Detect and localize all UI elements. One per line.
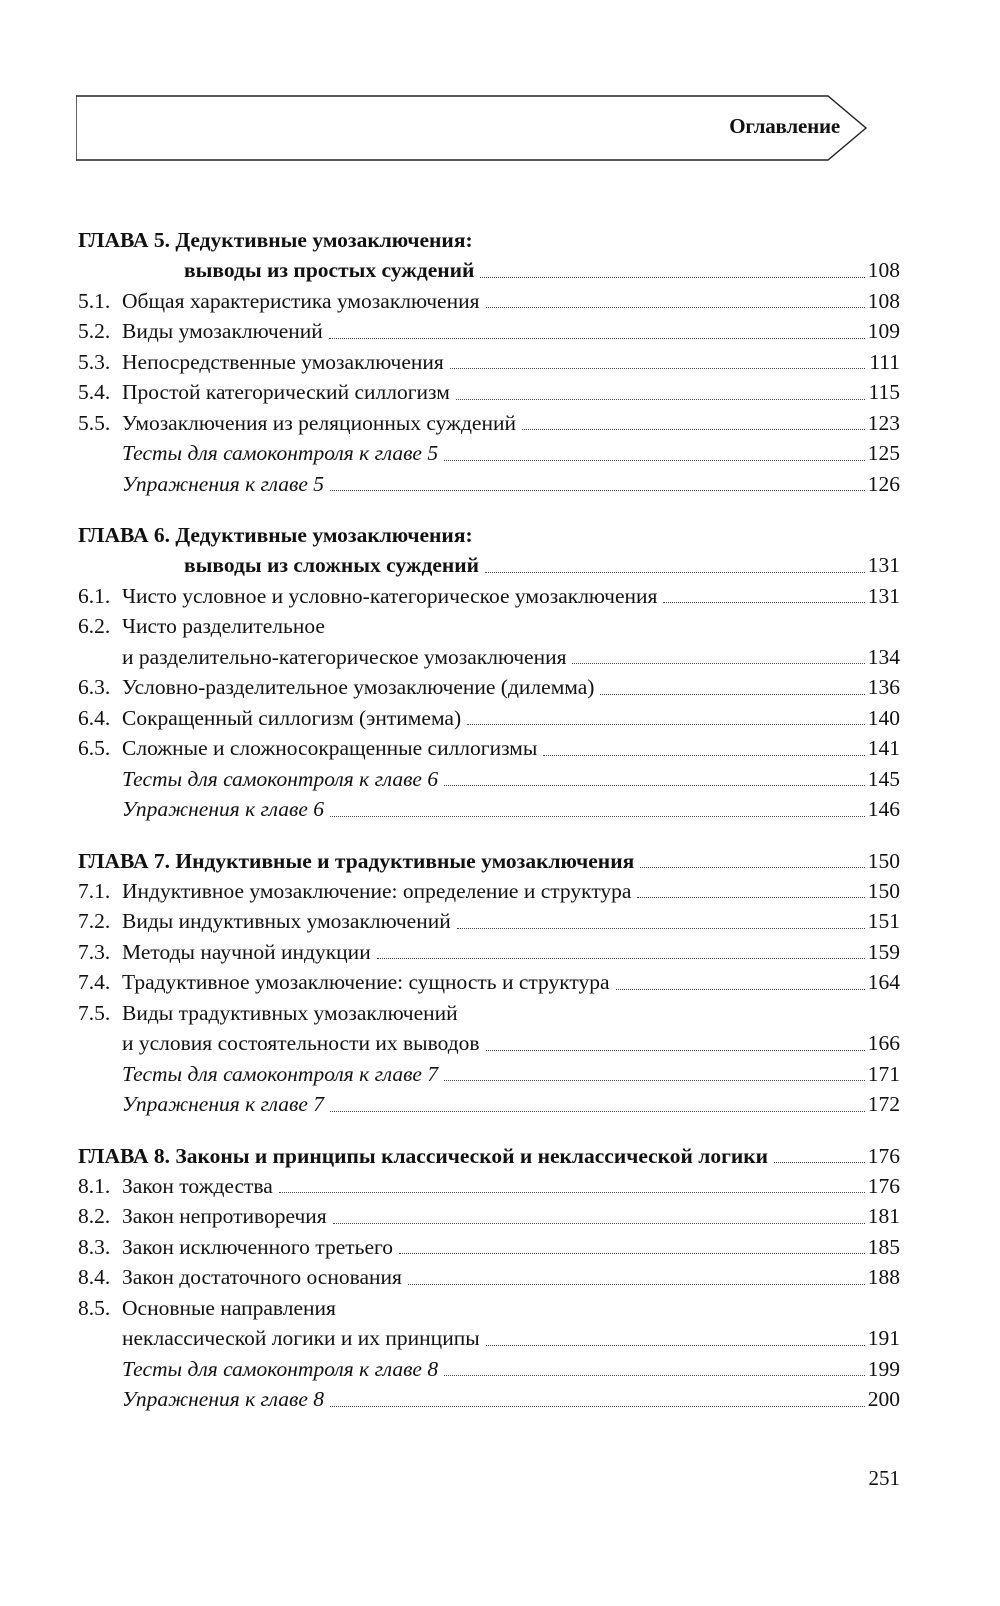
section-title-line1: Основные направления (122, 1295, 336, 1320)
chapter-heading (78, 847, 900, 876)
chapter-heading (78, 226, 900, 255)
page-ref: 125 (867, 441, 900, 465)
toc-entry (78, 937, 900, 968)
section-number: 7.1. (78, 878, 111, 903)
page-ref: 188 (867, 1265, 900, 1289)
section-number: 8.5. (78, 1295, 111, 1320)
section-title: Закон тождества (122, 1173, 273, 1198)
leader-dots (329, 337, 865, 339)
section-number: 6.2. (78, 614, 111, 638)
section-title: неклассической логики и их принципы (122, 1326, 480, 1350)
leader-dots (444, 1374, 865, 1376)
chapter-title: ГЛАВА 5. Дедуктивные умозаключения: (78, 228, 473, 252)
toc-entry (78, 967, 900, 998)
exercises-title: Упражнения к главе 8 (122, 1387, 325, 1411)
chapter-5 (78, 226, 900, 499)
toc-entry-tests (78, 438, 900, 469)
header-title: Оглавление (729, 114, 840, 138)
toc-entry-exercises (78, 1384, 900, 1415)
toc-entry (78, 876, 900, 907)
exercises-title: Упражнения к главе 6 (122, 797, 325, 821)
leader-dots (450, 367, 865, 369)
page-ref: 150 (867, 848, 900, 873)
page-ref: 151 (867, 909, 900, 933)
section-title: и разделительно-категорическое умозаключения (122, 644, 567, 669)
section-title: Умозаключения из реляционных суждений (122, 410, 516, 435)
section-number: 6.4. (78, 705, 111, 730)
chapter-heading-cont (78, 550, 900, 581)
chapter-heading-cont (78, 255, 900, 286)
chapter-heading (78, 1142, 900, 1171)
chapter-title: ГЛАВА 6. Дедуктивные умозаключения: (78, 523, 473, 547)
leader-dots (486, 1344, 865, 1346)
chapter-heading (78, 521, 900, 550)
leader-dots (408, 1283, 865, 1285)
page-ref: 176 (867, 1173, 900, 1198)
leader-dots (600, 693, 864, 695)
section-number: 8.4. (78, 1265, 111, 1289)
toc-entry (78, 1201, 900, 1232)
page-ref: 145 (867, 766, 900, 791)
leader-dots (522, 428, 865, 430)
section-number: 6.3. (78, 675, 111, 699)
leader-dots (330, 815, 865, 817)
chapter-7 (78, 847, 900, 1120)
page-ref: 115 (868, 380, 900, 404)
section-number: 5.2. (78, 319, 111, 343)
leader-dots (467, 723, 865, 725)
leader-dots (543, 754, 864, 756)
section-number: 7.5. (78, 1000, 111, 1025)
section-title: Условно-разделительное умозаключение (дилемма) (122, 675, 595, 699)
section-title: Методы научной индукции (122, 939, 371, 964)
leader-dots (637, 896, 864, 898)
leader-dots (377, 957, 865, 959)
toc-entry (78, 1171, 900, 1202)
page-ref: 185 (867, 1234, 900, 1259)
page-ref: 140 (867, 705, 900, 730)
leader-dots (663, 601, 864, 603)
section-title: Индуктивное умозаключение: определение и структура (122, 878, 632, 903)
toc-entry (78, 733, 900, 764)
chapter-6 (78, 521, 900, 825)
toc-entry (78, 1293, 900, 1324)
section-title: Простой категорический силлогизм (122, 380, 450, 404)
toc-entry (78, 611, 900, 642)
leader-dots (330, 489, 865, 491)
page-ref: 172 (867, 1092, 900, 1116)
leader-dots (399, 1252, 865, 1254)
page-ref: 199 (867, 1356, 900, 1381)
toc-entry (78, 347, 900, 378)
page-ref: 136 (867, 675, 900, 699)
leader-dots (333, 1222, 865, 1224)
page-ref: 108 (867, 288, 900, 313)
chapter-title: ГЛАВА 8. Законы и принципы классической и неклассической логики (78, 1143, 769, 1168)
section-number: 7.3. (78, 939, 111, 964)
page-ref: 191 (867, 1326, 900, 1350)
page-ref: 108 (867, 258, 900, 282)
toc-entry-tests (78, 1354, 900, 1385)
section-number: 5.5. (78, 410, 111, 435)
section-number: 8.3. (78, 1234, 111, 1259)
tests-title: Тесты для самоконтроля к главе 6 (122, 766, 439, 791)
tests-title: Тесты для самоконтроля к главе 8 (122, 1356, 439, 1381)
section-title-line1: Чисто разделительное (122, 614, 325, 638)
section-title: Сокращенный силлогизм (энтимема) (122, 705, 462, 730)
page-ref: 159 (867, 939, 900, 964)
page-ref: 141 (867, 736, 900, 760)
section-number: 6.1. (78, 583, 111, 608)
chapter-title: ГЛАВА 7. Индуктивные и традуктивные умозаключения (78, 848, 635, 873)
toc-entry (78, 408, 900, 439)
section-title: Сложные и сложносокращенные силлогизмы (122, 736, 538, 760)
toc-entry-tests (78, 1059, 900, 1090)
section-title: Закон непротиворечия (122, 1204, 327, 1228)
leader-dots (640, 866, 865, 868)
toc-entry-cont (78, 642, 900, 673)
section-number: 8.1. (78, 1173, 111, 1198)
leader-dots (485, 571, 865, 573)
toc-entry-exercises (78, 469, 900, 500)
leader-dots (616, 988, 865, 990)
leader-dots (444, 459, 865, 461)
toc-entry (78, 672, 900, 703)
section-number: 7.2. (78, 909, 111, 933)
section-number: 5.3. (78, 349, 111, 374)
exercises-title: Упражнения к главе 7 (122, 1092, 325, 1116)
chapter-subtitle: выводы из сложных суждений (184, 553, 480, 577)
page-ref: 150 (867, 878, 900, 903)
chapter-8 (78, 1142, 900, 1415)
toc-entry-exercises (78, 794, 900, 825)
toc-entry (78, 1232, 900, 1263)
leader-dots (444, 1079, 865, 1081)
page-ref: 181 (867, 1204, 900, 1228)
toc-entry (78, 906, 900, 937)
leader-dots (774, 1161, 865, 1163)
page-ref: 123 (867, 410, 900, 435)
toc-entry (78, 377, 900, 408)
toc-entry-cont (78, 1323, 900, 1354)
toc-entry (78, 286, 900, 317)
page-ref: 134 (867, 644, 900, 669)
tests-title: Тесты для самоконтроля к главе 5 (122, 441, 439, 465)
toc-entry (78, 998, 900, 1029)
section-title: Чисто условное и условно-категорическое умозаключения (122, 583, 658, 608)
section-title: Закон исключенного третьего (122, 1234, 394, 1259)
section-number: 8.2. (78, 1204, 111, 1228)
section-number: 5.1. (78, 288, 111, 313)
leader-dots (330, 1405, 865, 1407)
leader-dots (486, 1049, 865, 1051)
page-ref: 131 (867, 583, 900, 608)
section-number: 6.5. (78, 736, 111, 760)
toc-entry (78, 581, 900, 612)
leader-dots (456, 398, 865, 400)
section-number: 5.4. (78, 380, 111, 404)
leader-dots (486, 306, 865, 308)
leader-dots (572, 662, 864, 664)
toc-entry-exercises (78, 1089, 900, 1120)
page-number: 251 (868, 1466, 900, 1490)
leader-dots (457, 927, 865, 929)
toc-entry (78, 1262, 900, 1293)
leader-dots (444, 784, 865, 786)
section-title: Виды умозаключений (122, 319, 323, 343)
page-ref: 176 (867, 1143, 900, 1168)
section-title-line1: Виды традуктивных умозаключений (122, 1000, 458, 1025)
page-ref: 146 (867, 797, 900, 821)
table-of-contents (78, 226, 900, 1437)
section-title: Закон достаточного основания (122, 1265, 402, 1289)
section-title: Традуктивное умозаключение: сущность и структура (122, 970, 610, 994)
leader-dots (330, 1110, 865, 1112)
page-ref: 171 (867, 1061, 900, 1086)
page-ref: 200 (867, 1387, 900, 1411)
page-ref: 111 (869, 349, 900, 374)
page-ref: 126 (867, 471, 900, 496)
chapter-subtitle: выводы из простых суждений (184, 258, 475, 282)
tests-title: Тесты для самоконтроля к главе 7 (122, 1061, 439, 1086)
section-title: и условия состоятельности их выводов (122, 1031, 480, 1055)
toc-entry (78, 316, 900, 347)
toc-entry (78, 703, 900, 734)
toc-entry-cont (78, 1028, 900, 1059)
leader-dots (279, 1191, 865, 1193)
section-title: Общая характеристика умозаключения (122, 288, 480, 313)
toc-entry-tests (78, 764, 900, 795)
exercises-title: Упражнения к главе 5 (122, 471, 325, 496)
page-ref: 109 (867, 319, 900, 343)
page-ref: 166 (867, 1031, 900, 1055)
section-number: 7.4. (78, 970, 111, 994)
page-ref: 131 (867, 553, 900, 577)
page-ref: 164 (867, 970, 900, 994)
section-title: Виды индуктивных умозаключений (122, 909, 451, 933)
section-title: Непосредственные умозаключения (122, 349, 444, 374)
header-tab (76, 94, 908, 162)
leader-dots (480, 276, 864, 278)
